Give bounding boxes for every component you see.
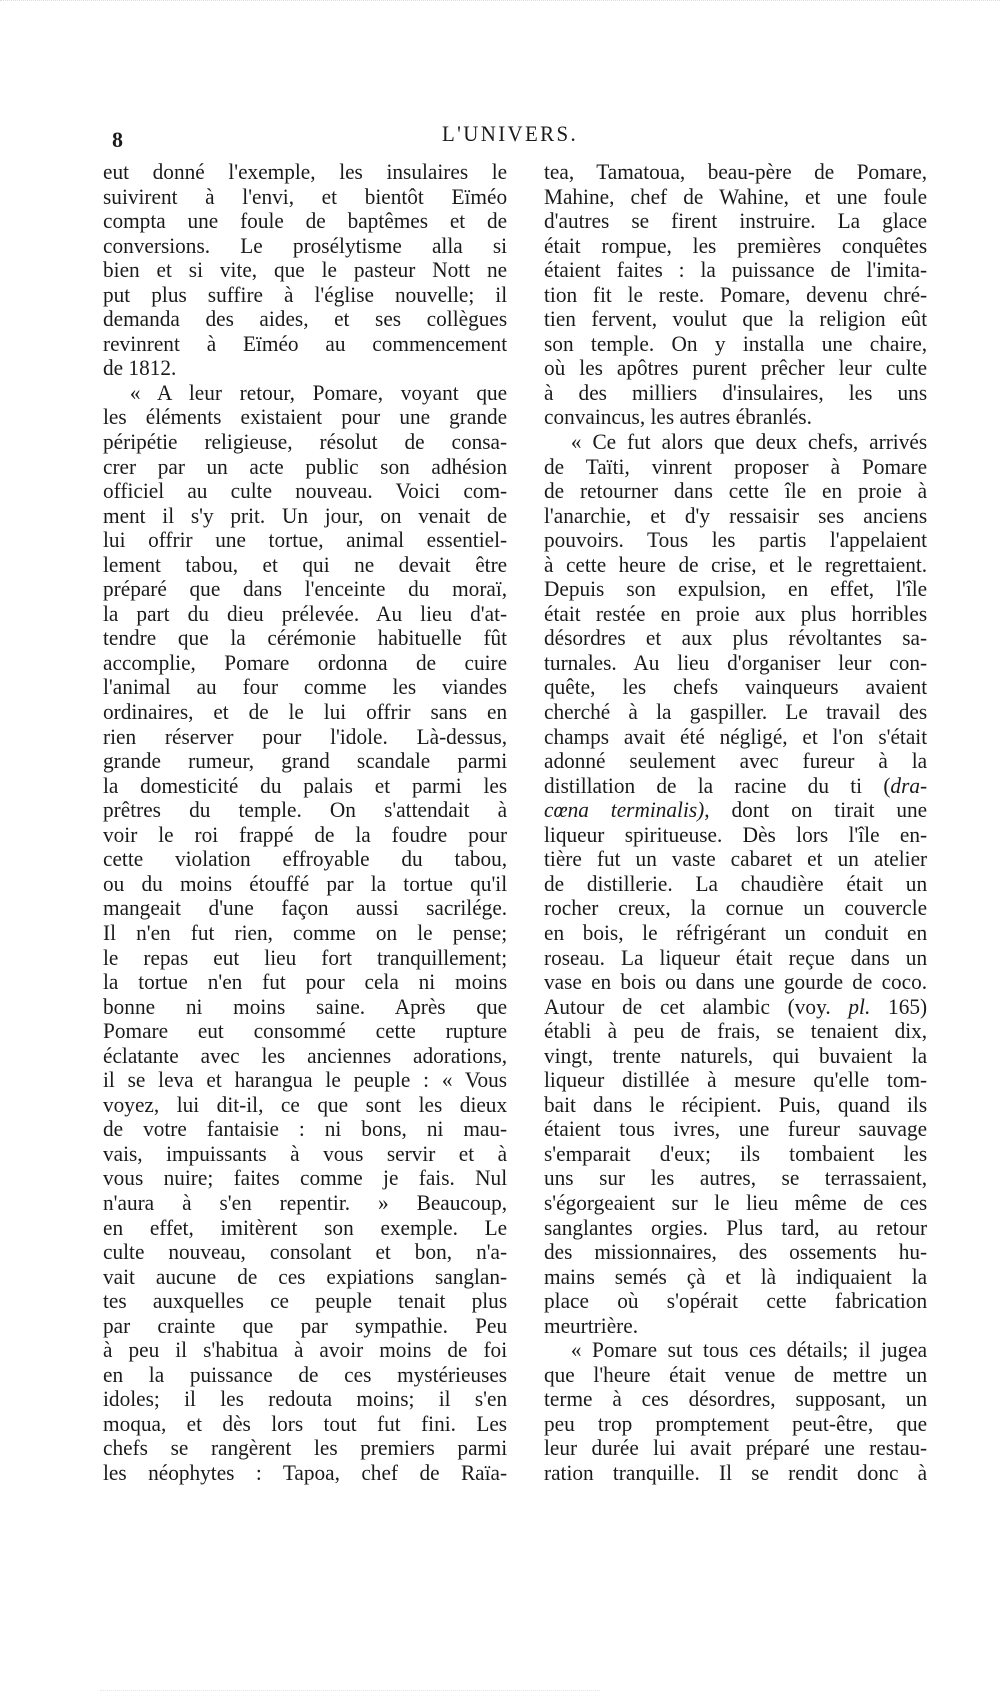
line-text: de Taïti, vinrent proposer à Pomare: [544, 454, 928, 479]
text-line: [103, 185, 507, 210]
line-text: ration tranquille. Il se rendit donc à: [544, 1460, 928, 1485]
line-text: « Ce fut alors que deux chefs, arrivés: [570, 430, 928, 455]
text-line: [103, 504, 507, 529]
text-line: [103, 1216, 507, 1241]
text-line: [544, 921, 927, 946]
line-text: d'autres se firent instruire. La glace: [544, 209, 928, 234]
text-line: [544, 283, 927, 308]
line-text: s'égorgeaient sur le lieu même de ces: [544, 1190, 928, 1215]
text-line: [103, 1044, 507, 1069]
text-line: [103, 1289, 507, 1314]
line-text: de distillerie. La chaudière était un: [544, 871, 928, 896]
line-text: place où s'opérait cette fabrication: [544, 1289, 928, 1314]
line-text: son temple. On y installa une chaire,: [544, 331, 928, 356]
page-number: 8: [112, 127, 123, 152]
line-text: étaient tous ivres, une fureur sauvage: [544, 1117, 928, 1142]
line-text: la domesticité du palais et parmi les: [103, 773, 508, 798]
line-text: eut donné l'exemple, les insulaires le: [103, 160, 508, 184]
line-text: où les apôtres purent prêcher leur culte: [544, 356, 928, 381]
line-text: Il n'en fut rien, comme on le pense;: [103, 920, 508, 945]
line-text: mains semés çà et là indiquaient la: [544, 1264, 928, 1289]
text-line: [544, 1142, 927, 1167]
text-line: [544, 307, 927, 332]
text-line: [103, 602, 507, 627]
text-line: [544, 1240, 927, 1265]
text-line: [103, 700, 507, 725]
text-line: [103, 1338, 507, 1363]
text-line: [544, 1387, 927, 1412]
running-head: [112, 121, 932, 151]
text-line: [103, 970, 507, 995]
line-text: demanda des aides, et ses collègues: [103, 307, 508, 332]
line-text: distillation de la racine du ti (: [544, 773, 891, 798]
text-line: [544, 872, 927, 897]
line-text: était restée en proie aux plus horribles: [544, 601, 928, 626]
line-text: moqua, et dès lors tout fut fini. Les: [103, 1411, 508, 1436]
text-line: [544, 1436, 927, 1461]
text-line: [544, 1338, 927, 1363]
line-text: pouvoirs. Tous les partis l'appelaient: [544, 528, 928, 553]
text-line: [103, 160, 507, 185]
line-text: terme à ces désordres, supposant, un: [544, 1387, 928, 1412]
line-text: culte nouveau, consolant et bon, n'a-: [103, 1240, 508, 1265]
right-column: [544, 160, 927, 1486]
text-line: [103, 798, 507, 823]
line-text: à cette heure de crise, et le regrettaient.: [544, 552, 928, 577]
line-text: sanglantes orgies. Plus tard, au retour: [544, 1215, 928, 1240]
line-text: leur durée lui avait préparé une restau-: [544, 1436, 928, 1461]
text-line: [103, 1265, 507, 1290]
line-text: en effet, imitèrent son exemple. Le: [103, 1215, 508, 1240]
line-text: compta une foule de baptêmes et de: [103, 209, 508, 234]
line-text: de 1812.: [103, 356, 177, 381]
text-line: [103, 356, 507, 381]
text-line: [103, 258, 507, 283]
text-line: [544, 553, 927, 578]
text-line: [544, 405, 927, 430]
line-text: suivirent à l'envi, et bientôt Eïméo: [103, 184, 508, 209]
line-text: tendre que la cérémonie habituelle fût: [103, 626, 508, 651]
text-line: [103, 1314, 507, 1339]
text-line: [544, 332, 927, 357]
text-line: [544, 970, 927, 995]
text-line: [103, 209, 507, 234]
text-line: [544, 1068, 927, 1093]
text-line: [103, 1387, 507, 1412]
text-line: [544, 1191, 927, 1216]
text-line: [544, 479, 927, 504]
line-text: crer par un acte public son adhésion: [103, 454, 508, 479]
line-text: champs avait été négligé, et l'on s'était: [544, 724, 928, 749]
text-line: [544, 774, 927, 799]
text-line: [544, 234, 927, 259]
line-text: cherché à la gaspiller. Le travail des: [544, 700, 928, 725]
scan-artifact-top: [0, 0, 1000, 7]
text-line: [544, 995, 927, 1020]
text-line: [103, 1412, 507, 1437]
line-text: il se leva et harangua le peuple : « Vous: [103, 1068, 508, 1093]
text-line: [103, 896, 507, 921]
line-text: tien fervent, voulut que la religion eût: [544, 307, 928, 332]
line-text: bait dans le récipient. Puis, quand ils: [544, 1092, 928, 1117]
text-line: [544, 626, 927, 651]
text-line: [544, 847, 927, 872]
text-line: [103, 405, 507, 430]
text-line: [544, 1019, 927, 1044]
text-line: [544, 1117, 927, 1142]
line-text: grande rumeur, grand scandale parmi: [103, 749, 508, 774]
line-text: des missionnaires, des ossements hu-: [544, 1240, 928, 1265]
text-line: [544, 1412, 927, 1437]
line-text: lui offrir une tortue, animal essentiel-: [103, 528, 508, 553]
line-text: s'emparait d'eux; ils tombaient les: [544, 1141, 928, 1166]
line-text: « A leur retour, Pomare, voyant que: [129, 380, 508, 405]
text-line: [103, 234, 507, 259]
text-line: [544, 1265, 927, 1290]
line-text: meurtrière.: [544, 1313, 639, 1338]
text-line: [544, 1093, 927, 1118]
text-line: [544, 209, 927, 234]
line-text: désordres et aux plus révoltantes sa-: [544, 626, 928, 651]
line-text: de retourner dans cette île en proie à: [544, 479, 928, 504]
line-text: préparé que dans l'enceinte du moraï,: [103, 577, 508, 602]
text-line: [103, 675, 507, 700]
text-line: [544, 675, 927, 700]
line-text: Mahine, chef de Wahine, et une foule: [544, 184, 928, 209]
text-line: [103, 332, 507, 357]
text-line: [544, 651, 927, 676]
line-text: en la puissance de ces mystérieuses: [103, 1362, 508, 1387]
text-line: [544, 258, 927, 283]
text-line: [544, 1314, 927, 1339]
line-text: put plus suffire à l'église nouvelle; il: [103, 282, 508, 307]
line-text: bien et si vite, que le pasteur Nott ne: [103, 258, 508, 283]
line-text: , dont on tirait une: [704, 798, 928, 823]
text-line: [544, 1216, 927, 1241]
line-text: adonné seulement avec fureur à la: [544, 749, 928, 774]
text-line: [103, 1240, 507, 1265]
line-text: vous nuire; faites comme je fais. Nul: [103, 1166, 508, 1191]
text-line: [544, 725, 927, 750]
text-line: [103, 651, 507, 676]
text-line: [103, 1117, 507, 1142]
line-text: voir le roi frappé de la foudre pour: [103, 822, 508, 847]
line-text: ordinaires, et de le lui offrir sans en: [103, 700, 508, 725]
line-text: était rompue, les premières conquêtes: [544, 233, 928, 258]
text-line: [544, 185, 927, 210]
line-text: Autour de cet alambic (voy.: [544, 994, 849, 1019]
line-text: voyez, lui dit-il, ce que sont les dieux: [103, 1092, 508, 1117]
line-text: en bois, le réfrigérant un conduit en: [544, 920, 928, 945]
text-line: [544, 946, 927, 971]
line-text: à peu il s'habitua à avoir moins de foi: [103, 1338, 508, 1363]
text-line: [103, 872, 507, 897]
line-text: Depuis son expulsion, en effet, l'île: [544, 577, 928, 602]
text-line: [103, 1436, 507, 1461]
line-text: cette violation effroyable du tabou,: [103, 847, 508, 872]
line-text: idoles; il les redouta moins; il s'en: [103, 1387, 508, 1412]
line-text: rocher creux, la cornue un couvercle: [544, 896, 928, 921]
line-text: tes auxquelles ce peuple tenait plus: [103, 1289, 508, 1314]
line-text: péripétie religieuse, résolut de consa-: [103, 430, 508, 455]
line-text: vingt, trente naturels, qui buvaient la: [544, 1043, 928, 1068]
text-line: [544, 577, 927, 602]
text-line: [103, 921, 507, 946]
line-text: liqueur distillée à mesure qu'elle tom-: [544, 1068, 928, 1093]
line-text: étaient faites : la puissance de l'imita-: [544, 258, 928, 283]
text-line: [103, 1166, 507, 1191]
text-line: [103, 1363, 507, 1388]
text-line: [544, 1363, 927, 1388]
line-text: vait aucune de ces expiations sanglan-: [103, 1264, 508, 1289]
running-title: L'UNIVERS.: [442, 121, 579, 146]
text-line: [544, 1289, 927, 1314]
text-line: [103, 283, 507, 308]
text-line: [544, 455, 927, 480]
line-text: par crainte que par sympathie. Peu: [103, 1313, 508, 1338]
text-line: [103, 626, 507, 651]
line-text: conversions. Le prosélytisme alla si: [103, 233, 508, 258]
left-column: [103, 160, 507, 1486]
text-line: [103, 847, 507, 872]
text-line: [544, 381, 927, 406]
line-text: lement tabou, et qui ne devait être: [103, 552, 508, 577]
text-line: [103, 774, 507, 799]
text-line: [544, 823, 927, 848]
line-text: le repas eut lieu fort tranquillement;: [103, 945, 508, 970]
text-line: [103, 1019, 507, 1044]
line-text: les néophytes : Tapoa, chef de Raïa-: [103, 1460, 508, 1485]
line-text: rien réserver pour l'idole. Là-dessus,: [103, 724, 508, 749]
text-line: [103, 1093, 507, 1118]
text-line: [544, 896, 927, 921]
italic-text: cœna terminalis): [544, 798, 705, 823]
text-line: [103, 479, 507, 504]
text-line: [103, 995, 507, 1020]
line-text: bonne ni moins saine. Après que: [103, 994, 508, 1019]
text-line: [103, 1068, 507, 1093]
line-text: l'animal au four comme les viandes: [103, 675, 508, 700]
text-line: [544, 430, 927, 455]
line-text: chefs se rangèrent les premiers parmi: [103, 1436, 508, 1461]
text-line: [544, 504, 927, 529]
line-text: l'anarchie, et d'y ressaisir ses anciens: [544, 503, 928, 528]
line-text: que l'heure était venue de mettre un: [544, 1362, 928, 1387]
italic-text: pl.: [848, 994, 871, 1019]
text-line: [544, 160, 927, 185]
line-text: de votre fantaisie : ni bons, ni mau-: [103, 1117, 508, 1142]
line-text: revinrent à Eïméo au commencement: [103, 331, 508, 356]
line-text: vais, impuissants à vous servir et à: [103, 1141, 508, 1166]
line-text: peu trop promptement peut-être, que: [544, 1411, 928, 1436]
line-text: établi à peu de frais, se tenaient dix,: [544, 1019, 928, 1044]
line-text: convaincus, les autres ébranlés.: [544, 405, 812, 430]
text-line: [103, 577, 507, 602]
italic-text: dra-: [890, 773, 928, 798]
text-line: [544, 1044, 927, 1069]
line-text: ment il s'y prit. Un jour, on venait de: [103, 503, 508, 528]
text-line: [544, 602, 927, 627]
line-text: tière fut un vaste cabaret et un atelier: [544, 847, 928, 872]
text-line: [103, 823, 507, 848]
text-line: [544, 749, 927, 774]
line-text: ou du moins étouffé par la tortue qu'il: [103, 871, 508, 896]
text-line: [103, 1191, 507, 1216]
text-line: [544, 1166, 927, 1191]
scan-artifact-bottom: [100, 1682, 600, 1691]
line-text: vase en bois ou dans une gourde de coco.: [544, 970, 928, 995]
text-line: [103, 381, 507, 406]
text-line: [103, 1461, 507, 1486]
line-text: liqueur spiritueuse. Dès lors l'île en-: [544, 822, 928, 847]
line-text: officiel au culte nouveau. Voici com-: [103, 479, 508, 504]
line-text: n'aura à s'en repentir. » Beaucoup,: [103, 1190, 508, 1215]
text-line: [103, 946, 507, 971]
line-text: tea, Tamatoua, beau-père de Pomare,: [544, 160, 928, 184]
line-text: « Pomare sut tous ces détails; il jugea: [570, 1338, 928, 1363]
line-text: Pomare eut consommé cette rupture: [103, 1019, 508, 1044]
line-text: quête, les chefs vainqueurs avaient: [544, 675, 928, 700]
line-text: la tortue n'en fut pour cela ni moins: [103, 970, 508, 995]
line-text: turnales. Au lieu d'organiser leur con-: [544, 650, 928, 675]
text-line: [544, 700, 927, 725]
text-line: [544, 798, 927, 823]
text-line: [544, 528, 927, 553]
line-text: la part du dieu prélevée. Au lieu d'at-: [103, 601, 508, 626]
line-text: accomplie, Pomare ordonna de cuire: [103, 650, 508, 675]
text-line: [544, 356, 927, 381]
text-line: [103, 528, 507, 553]
text-line: [103, 1142, 507, 1167]
text-line: [103, 749, 507, 774]
line-text: uns sur les autres, se terrassaient,: [544, 1166, 928, 1191]
text-line: [103, 725, 507, 750]
text-line: [103, 455, 507, 480]
line-text: tion fit le reste. Pomare, devenu chré-: [544, 282, 928, 307]
line-text: mangeait d'une façon aussi sacrilége.: [103, 896, 508, 921]
text-line: [544, 1461, 927, 1486]
text-line: [103, 553, 507, 578]
line-text: éclatante avec les anciennes adorations,: [103, 1043, 508, 1068]
line-text: à des milliers d'insulaires, les uns: [544, 380, 928, 405]
line-text: prêtres du temple. On s'attendait à: [103, 798, 508, 823]
line-text: roseau. La liqueur était reçue dans un: [544, 945, 928, 970]
line-text-tail: 165): [870, 994, 928, 1019]
text-line: [103, 430, 507, 455]
line-text: les éléments existaient pour une grande: [103, 405, 508, 430]
text-line: [103, 307, 507, 332]
